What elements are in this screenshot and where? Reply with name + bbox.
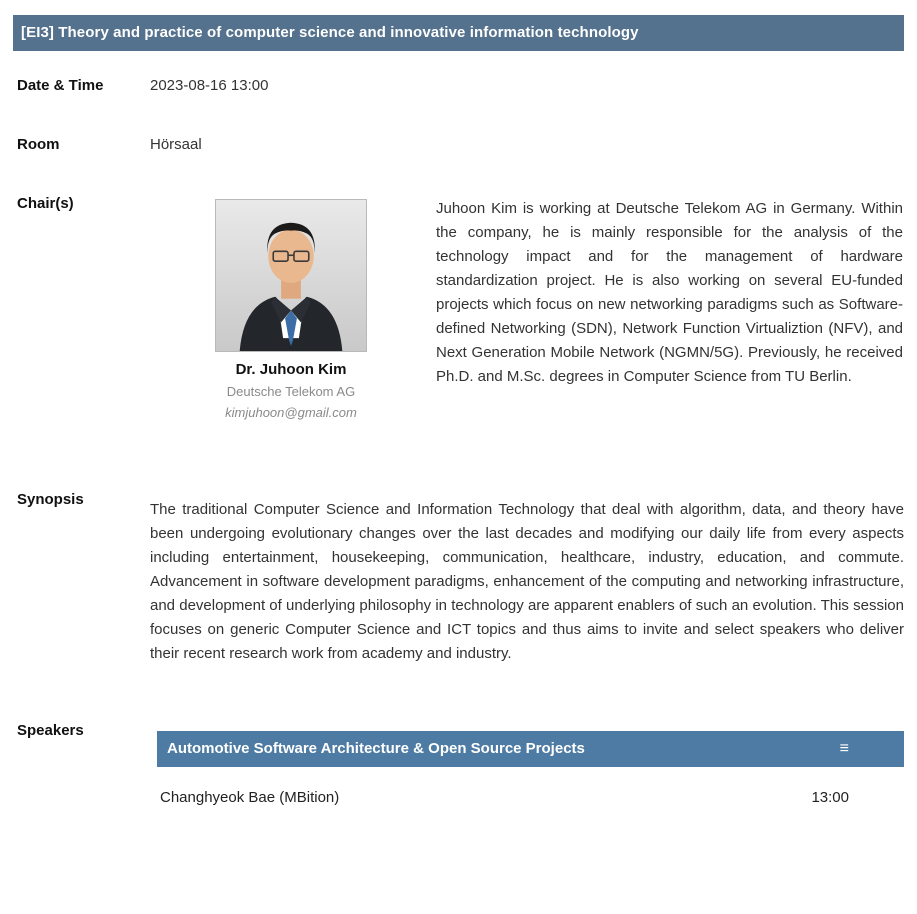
talks-list: [150, 721, 904, 806]
chair-name: Dr. Juhoon Kim: [235, 361, 347, 378]
talk-speaker: Changhyeok Bae (MBition): [160, 789, 340, 806]
speakers-label: Speakers: [17, 722, 84, 739]
chair-photo: [215, 199, 367, 352]
session-title-bar: [EI3] Theory and practice of computer science and innovative information technology: [13, 15, 904, 51]
datetime-row: [13, 76, 904, 96]
room-label: Room: [17, 135, 60, 153]
chairs-row: [13, 194, 904, 420]
talk-time: 13:00: [811, 789, 849, 806]
chair-email: kimjuhoon@gmail.com: [225, 405, 357, 420]
synopsis-row: [13, 490, 904, 666]
room-value: Hörsaal: [150, 135, 202, 153]
speakers-row: [13, 721, 904, 806]
datetime-label: Date & Time: [17, 77, 104, 94]
room-row: [13, 135, 904, 155]
datetime-value: 2023-08-16 13:00: [150, 77, 269, 94]
chair-affiliation: Deutsche Telekom AG: [226, 384, 356, 399]
talk-title: Automotive Software Architecture & Open Source Projects: [167, 740, 585, 757]
chairs-label: Chair(s): [17, 195, 74, 212]
chair-card: [192, 199, 390, 420]
chair-bio: Juhoon Kim is working at Deutsche Telekom AG in Germany. Within the company, he is mainly responsible for the analysis of the technology impact and for the management of hardware standardization project. He is also working on several EU-funded projects which focus on new networking paradigms such as Software-defined Networking (SDN), Network Function Virtualiztion (NFV), and Next Generation Mobile Network (NGMN/5G). Previously, he received Ph.D. and M.Sc. degrees in Computer Science from TU Berlin.: [436, 200, 903, 385]
talk-header-bar[interactable]: [157, 731, 904, 767]
talk-row: [157, 789, 904, 806]
chair-content: [150, 194, 904, 420]
menu-icon[interactable]: ≡: [839, 739, 849, 757]
synopsis-text: The traditional Computer Science and Information Technology that deal with algorithm, data, and theory have been undergoing evolutionary changes over the last decades and modifying our daily life from every aspects including entertainment, housekeeping, communication, healthcare, industry, education, and commute. Advancement in software development paradigms, enhancement of the computing and networking infrastructure, and development of underlying philosophy in technology are apparent enablers of such an evolution. This session focuses on generic Computer Science and ICT topics and thus aims to invite and select speakers who deliver their recent research work from academy and industry.: [150, 501, 904, 662]
synopsis-label: Synopsis: [17, 491, 84, 508]
